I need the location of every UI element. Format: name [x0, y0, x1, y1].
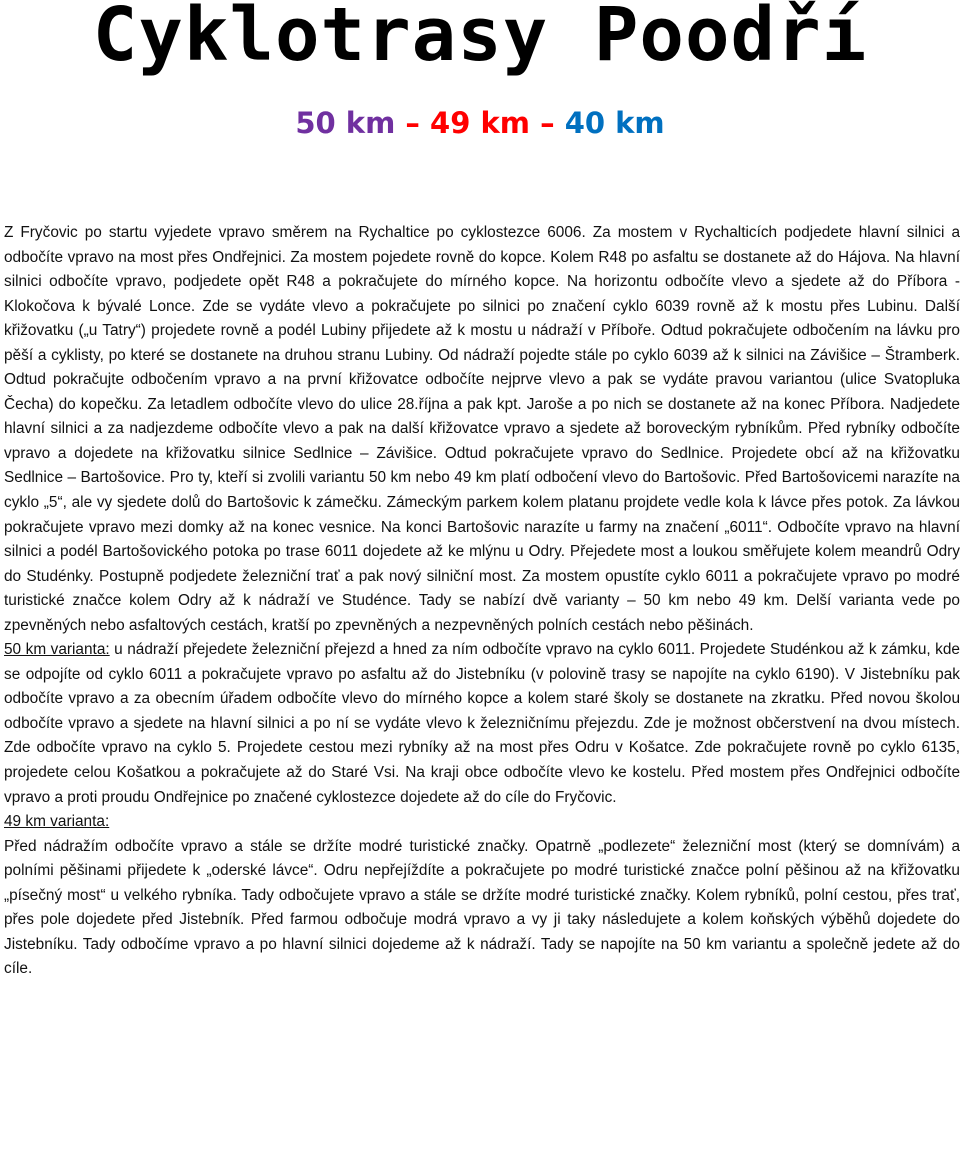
- distance-separator: –: [529, 106, 565, 140]
- variant-49-heading: [4, 810, 960, 835]
- variant-50-label: 50 km varianta:: [4, 641, 110, 659]
- page-title: Cyklotrasy Poodří: [92, 0, 868, 78]
- variant-49-paragraph: Před nádražím odbočíte vpravo a stále se držíte modré turistické značky. Opatrně „podlezete“ železniční most (který se domnívám) a polními pěšinami přijedete k „oderské lávce“. Odru nepřejíždíte a pokračujete po modré turistické značce polní pěšinou až na křižovatku „písečný most“ u velkého rybníka. Tady odbočujete vpravo a stále se držíte modré turistické značky. Kolem rybníků, polní cestou, přes trať, přes pole dojedete před Jistebník. Před farmou odbočuje modrá vpravo a vy ji taky následujete a kolem koňských výběhů dojedete do Jistebníku. Tady odbočíme vpravo a po hlavní silnici dojedeme až k nádraží. Tady se napojíte na 50 km variantu a společně jedete až do cíle.: [4, 837, 960, 978]
- distance-separator: –: [395, 106, 431, 140]
- distance-40km: 40 km: [564, 106, 665, 140]
- distance-49km: 49 km: [430, 106, 530, 140]
- route-description: [4, 221, 960, 982]
- variant-49-label: 49 km varianta:: [4, 813, 110, 831]
- distance-50km: 50 km: [295, 106, 396, 140]
- route-distances: [0, 106, 960, 140]
- variant-50-text: u nádraží přejedete železniční přejezd a hned za ním odbočíte vpravo na cyklo 6011. Projedete Studénkou až k zámku, kde se odpojíte od cyklo 6011 a pokračujete vpravo po asfaltu až do Jistebníku (v polovině trasy se napojíte na cyklo 6190). V Jistebníku pak odbočíte vpravo a za obecním úřadem odbočíte vlevo do mírného kopce a kolem staré školy se dostanete na zkratku. Před novou školou odbočíte vpravo a sjedete na hlavní silnici a po ní se vydáte vlevo k železničnímu přejezdu. Zde je možnost občerstvení na dvou místech. Zde odbočíte vpravo na cyklo 5. Projedete cestou mezi rybníky až na most přes Odru v Košatce. Zde pokračujete rovně po cyklo 6135, projedete celou Košatkou a pokračujete až do Staré Vsi. Na kraji obce odbočíte vlevo ke kostelu. Před mostem přes Ondřejnici odbočíte vpravo a proti proudu Ondřejnice po značené cyklostezce dojedete až do cíle do Fryčovic.: [4, 641, 960, 806]
- variant-50-paragraph: [4, 638, 960, 810]
- main-route-paragraph: Z Fryčovic po startu vyjedete vpravo směrem na Rychaltice po cyklostezce 6006. Za mostem v Rychalticích podjedete hlavní silnici a odbočíte vpravo na most přes Ondřejnici. Za mostem pojedete rovně do kopce. Kolem R48 po asfaltu se dostanete až do Hájova. Na hlavní silnici odbočíte vpravo, podjedete opět R48 a pokračujete do mírného kopce. Na horizontu odbočíte vlevo a sjedete až do Příbora - Klokočova k bývalé Lonce. Zde se vydáte vlevo a pokračujete po silnici po značení cyklo 6039 rovně až k mostu přes Lubinu. Další křižovatku („u Tatry“) projedete rovně a podél Lubiny přijedete až k mostu u nádraží v Příboře. Odtud pokračujete odbočením na lávku pro pěší a cyklisty, po které se dostanete na druhou stranu Lubiny. Od nádraží pojedte stále po cyklo 6039 až k silnici na Závišice – Štramberk. Odtud pokračujte odbočením vpravo a na první křižovatce odbočíte nejprve vlevo a pak se vydáte pravou variantou (ulice Svatopluka Čecha) do kopečku. Za letadlem odbočíte vlevo do ulice 28.října a pak kpt. Jaroše a po nich se dostanete až na konec Příbora. Nadjedete hlavní silnici a za nadjezdeme odbočíte vlevo a pak na další křižovatce vpravo a sjedete až boroveckým rybníkům. Před rybníky odbočíte vpravo a dojedete na křižovatku silnice Sedlnice – Závišice. Odtud pokračujete vpravo do Sedlnice. Projedete obcí až na křižovatku Sedlnice – Bartošovice. Pro ty, kteří si zvolili variantu 50 km nebo 49 km platí odbočení vlevo do Bartošovic. Před Bartošovicemi narazíte na cyklo „5“, ale vy sjedete dolů do Bartošovic k zámečku. Zámeckým parkem kolem platanu projdete vedle kola k lávce přes potok. Za lávkou pokračujete vpravo mezi domky až na konec vesnice. Na konci Bartošovic narazíte u farmy na značení „6011“. Odbočíte vpravo na hlavní silnici a podél Bartošovického potoka po trase 6011 dojedete až ke mlýnu u Odry. Přejedete most a loukou směřujete kolem meandrů Odry do Studénky. Postupně podjedete železniční trať a pak nový silniční most. Za mostem opustíte cyklo 6011 a pokračujete vpravo po modré turistické značce kolem Odry až k nádraží ve Studénce. Tady se nabízí dvě varianty – 50 km nebo 49 km. Delší varianta vede po zpevněných nebo asfaltových cestách, kratší po zpevněných a nezpevněných polních cestách nebo pěšinách.: [4, 224, 960, 634]
